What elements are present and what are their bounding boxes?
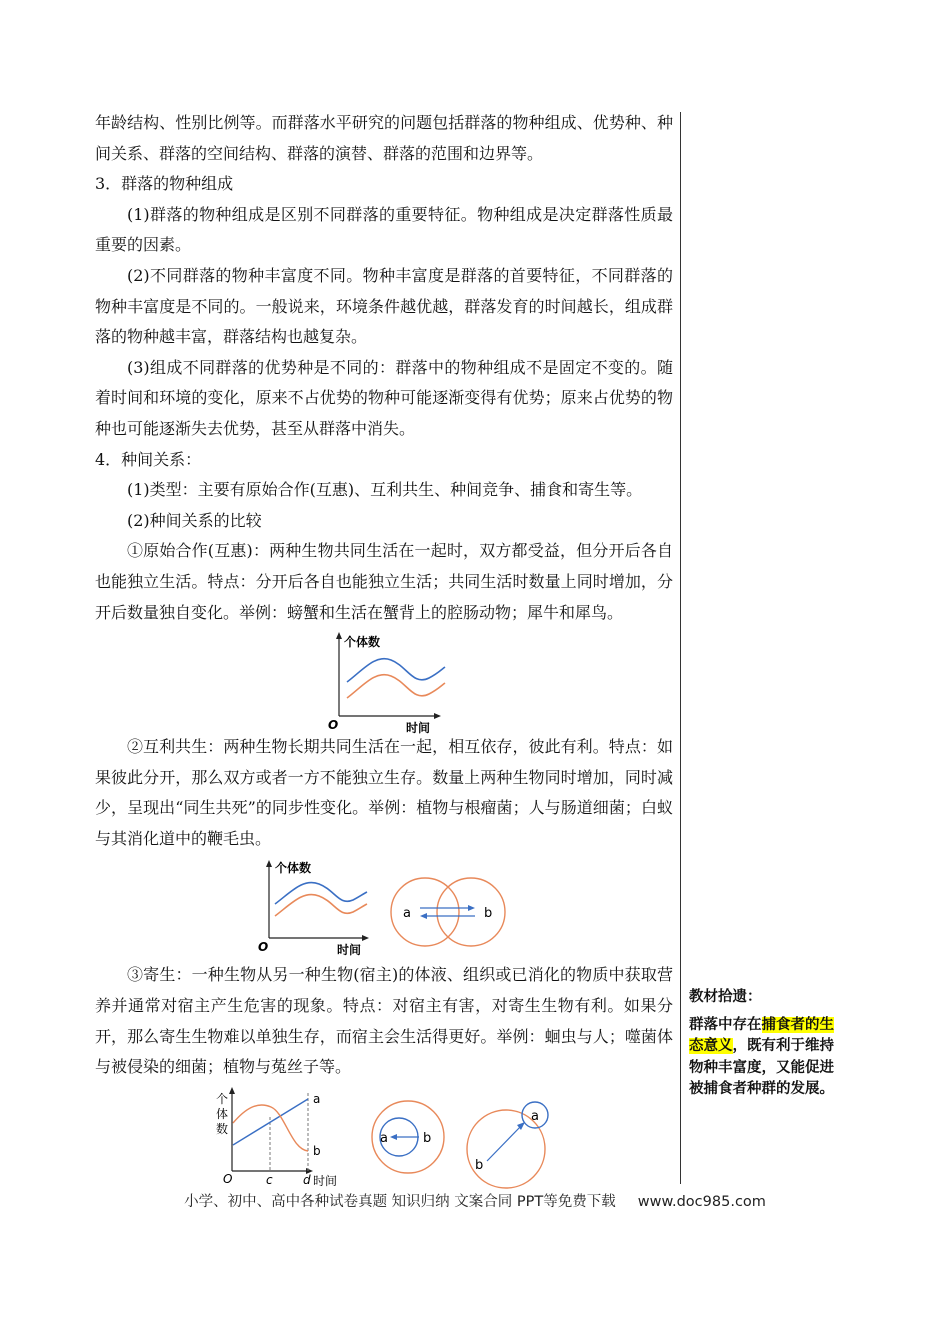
y-axis-arrow <box>336 632 342 639</box>
c-label: c <box>266 1172 273 1187</box>
footer-url[interactable]: www.doc985.com <box>637 1194 766 1210</box>
y-axis-arrow <box>266 860 272 867</box>
paragraph-3-3: (3)组成不同群落的优势种是不同的：群落中的物种组成不是固定不变的。随着时间和环境的变化，原来不占优势的物种可能逐渐变得有优势；原来占优势的物种也可能逐渐失去优势，甚至从群落中消失。 <box>95 357 673 438</box>
figure-cooperation-graph <box>95 630 673 736</box>
paragraph-4-1: (1)类型：主要有原始合作(互惠)、互利共生、种间竞争、捕食和寄生等。 <box>127 480 643 500</box>
column-divider <box>680 112 681 1184</box>
x-axis-label: 时间 <box>337 943 362 958</box>
circle-b <box>437 878 505 946</box>
curve-label-a: a <box>313 1091 321 1106</box>
figure-parasitism <box>95 1085 673 1188</box>
y-axis-label: 个体数 <box>344 635 381 650</box>
footer-text: 小学、初中、高中各种试卷真题 知识归纳 文案合同 PPT等免费下载 <box>184 1194 616 1210</box>
x-axis-label: 时间 <box>406 721 431 736</box>
paragraph-4-a: ①原始合作(互惠)：两种生物共同生活在一起时，双方都受益，但分开后各自也能独立生活。特点：分开后各自也能独立生活；共同生活时数量上同时增加，分开后数量独自变化。举例：螃蟹和生活在蟹背上的腔肠动物；犀牛和犀鸟。 <box>95 541 673 622</box>
main-content <box>95 108 673 1188</box>
sidebar-text-pre: 群落中存在 <box>689 1016 762 1033</box>
paragraph-4-b: ②互利共生：两种生物长期共同生活在一起，相互依存，彼此有利。特点：如果彼此分开，那么双方或者一方不能独立生存。数量上两种生物同时增加，同时减少，呈现出“同生共死”的同步性变化。举例：植物与根瘤菌；人与肠道细菌；白蚁与其消化道中的鞭毛虫。 <box>95 737 673 848</box>
y-label-char-2: 体 <box>216 1106 229 1121</box>
x-axis-arrow <box>362 935 369 941</box>
arrow-separate <box>487 1125 522 1161</box>
paragraph-3-1: (1)群落的物种组成是区别不同群落的重要特征。物种组成是决定群落性质最重要的因素。 <box>95 204 673 255</box>
sidebar-text-post: ，既有利于维持物种丰富度，又能促进被捕食者种群的发展。 <box>689 1038 834 1097</box>
x-axis-label: 时间 <box>313 1173 338 1188</box>
x-axis-arrow <box>434 713 441 719</box>
sep-label-a: a <box>531 1108 539 1124</box>
y-label-char-3: 数 <box>216 1121 229 1136</box>
paragraph-4-c: ③寄生：一种生物从另一种生物(宿主)的体液、组织或已消化的物质中获取营养并通常对宿主产生危害的现象。特点：对宿主有害，对寄生生物有利。如果分开，那么寄生生物难以单独生存，而宿主会生活得更好。举例：蛔虫与人；噬菌体与被侵染的细菌；植物与菟丝子等。 <box>95 965 673 1077</box>
inner-label-a: a <box>380 1130 388 1146</box>
sidebar-text <box>689 1015 845 1101</box>
paragraph-1: 年龄结构、性别比例等。而群落水平研究的问题包括群落的物种组成、优势种、种间关系、群落的空间结构、群落的演替、群落的范围和边界等。 <box>95 113 673 163</box>
sep-label-b: b <box>475 1157 484 1173</box>
arrowhead <box>390 1134 397 1140</box>
label-b: b <box>484 906 493 922</box>
footer <box>0 1190 950 1211</box>
arrowhead-b <box>468 905 475 911</box>
y-label-char-1: 个 <box>216 1091 229 1106</box>
series-orange-line <box>275 895 367 916</box>
sidebar-note <box>689 987 845 1101</box>
figure-mutualism <box>95 856 673 958</box>
y-axis-label: 个体数 <box>275 861 312 876</box>
series-blue-line <box>275 883 367 904</box>
inner-label-b: b <box>423 1130 432 1146</box>
origin-label: O <box>328 718 339 733</box>
heading-4: 4．种间关系： <box>95 449 202 469</box>
sidebar-title: 教材拾遗： <box>689 989 762 1005</box>
y-axis-arrow <box>229 1087 235 1094</box>
label-a: a <box>403 906 411 922</box>
origin-label: O <box>223 1171 233 1186</box>
arrowhead-a <box>420 913 427 919</box>
heading-3: 3．群落的物种组成 <box>95 174 234 194</box>
d-label: d <box>303 1172 311 1187</box>
curve-label-b: b <box>313 1143 321 1158</box>
paragraph-4-2: (2)种间关系的比较 <box>127 510 262 530</box>
sidebar-highlight: 捕食者的生态意义 <box>689 1016 834 1054</box>
paragraph-3-2: (2)不同群落的物种丰富度不同。物种丰富度是群落的首要特征，不同群落的物种丰富度是不同的。一般说来，环境条件越优越，群落发育的时间越长，组成群落的物种越丰富，群落结构也越复杂。 <box>95 265 673 347</box>
circle-a <box>391 878 459 946</box>
origin-label: O <box>258 940 269 955</box>
